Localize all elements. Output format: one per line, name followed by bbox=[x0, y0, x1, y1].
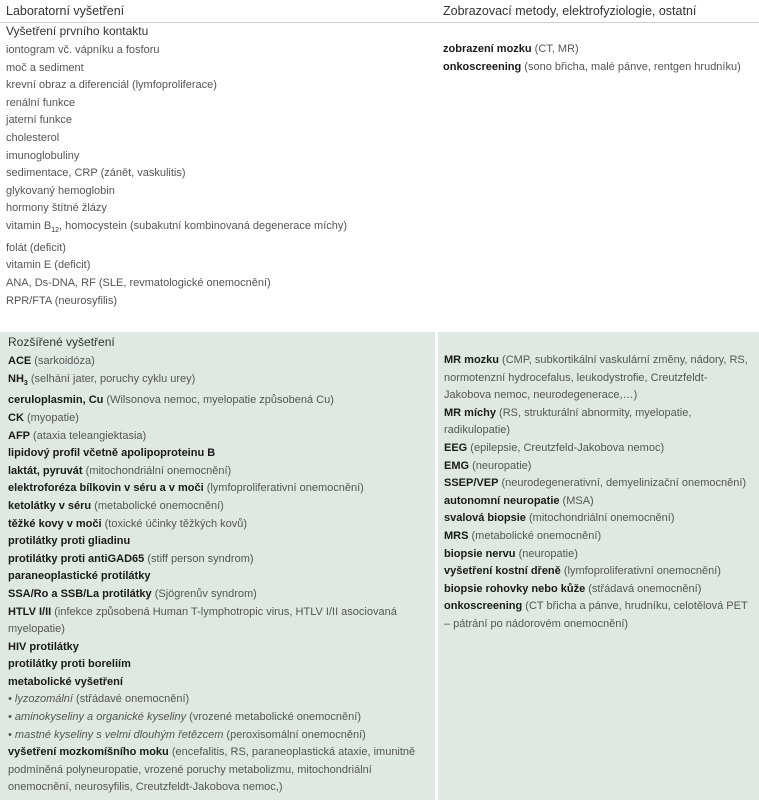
list-item bbox=[8, 727, 429, 745]
list-item bbox=[8, 516, 429, 534]
item-term: biopsie rohovky nebo kůže bbox=[444, 582, 586, 595]
item-note: (metabolické onemocnění) bbox=[91, 499, 224, 512]
item-term: EEG bbox=[444, 441, 468, 454]
item-term: ketolátky v séru bbox=[8, 499, 92, 512]
item-term: zobrazení mozku bbox=[443, 43, 532, 55]
list-item bbox=[6, 183, 426, 201]
item-text: RPR/FTA (neurosyfilis) bbox=[6, 294, 118, 307]
item-term: onkoscreening bbox=[443, 60, 522, 73]
item-note: (sono břicha, malé pánve, rentgen hrudníku) bbox=[521, 60, 741, 73]
item-term: autonomní neuropatie bbox=[444, 494, 560, 507]
item-subscript: 12 bbox=[51, 227, 60, 235]
list-item bbox=[6, 240, 426, 258]
list-item bbox=[444, 493, 751, 511]
item-term: ceruloplasmin, Cu bbox=[8, 394, 104, 407]
item-text: glykovaný hemoglobin bbox=[6, 184, 115, 197]
item-note: (lymfoproliferativní onemocnění) bbox=[560, 565, 721, 578]
list-item bbox=[8, 371, 429, 393]
first-contact-left-list bbox=[6, 42, 426, 310]
list-item bbox=[6, 218, 426, 240]
item-note: (střádavá onemocnění) bbox=[585, 582, 702, 595]
item-text: folát (deficit) bbox=[6, 241, 66, 254]
table-header bbox=[0, 0, 759, 23]
list-item bbox=[444, 440, 751, 458]
header-imaging: Zobrazovací metody, elektrofyziologie, ostatní bbox=[443, 4, 697, 18]
list-item bbox=[444, 352, 751, 405]
item-term: NH bbox=[8, 372, 24, 385]
item-text: hormony štítné žlázy bbox=[6, 202, 107, 215]
list-item bbox=[6, 42, 426, 60]
item-term: biopsie nervu bbox=[444, 547, 516, 560]
list-item bbox=[8, 568, 429, 586]
first-contact-title: Vyšetření prvního kontaktu bbox=[6, 24, 149, 38]
item-term: AFP bbox=[8, 429, 30, 442]
item-text: moč a sediment bbox=[6, 61, 84, 74]
item-note: (střádavé onemocnění) bbox=[73, 693, 190, 706]
item-term: SSA/Ro a SSB/La protilátky bbox=[8, 587, 152, 600]
list-item bbox=[8, 674, 429, 692]
list-item bbox=[443, 59, 743, 77]
item-text: krevní obraz a diferenciál (lymfoproliferace) bbox=[6, 79, 217, 92]
item-term: MRS bbox=[444, 529, 469, 542]
list-item bbox=[8, 691, 429, 709]
item-note: (neuropatie) bbox=[469, 459, 532, 472]
item-text: vitamin E (deficit) bbox=[6, 259, 91, 272]
list-item bbox=[8, 480, 429, 498]
item-text: cholesterol bbox=[6, 131, 60, 144]
list-item bbox=[8, 744, 429, 797]
item-text: jaterní funkce bbox=[6, 114, 73, 127]
first-contact-right bbox=[443, 41, 743, 76]
list-item bbox=[8, 410, 429, 428]
list-item bbox=[444, 405, 751, 440]
item-text: imunoglobuliny bbox=[6, 149, 80, 162]
list-item bbox=[6, 293, 426, 311]
item-term: protilátky proti boreliím bbox=[8, 658, 131, 671]
item-note: (peroxisomální onemocnění) bbox=[223, 728, 366, 741]
header-lab: Laboratorní vyšetření bbox=[6, 4, 125, 18]
list-item bbox=[6, 130, 426, 148]
list-item bbox=[8, 428, 429, 446]
list-item bbox=[444, 458, 751, 476]
item-term: HIV protilátky bbox=[8, 640, 79, 653]
list-item bbox=[444, 475, 751, 493]
list-item bbox=[8, 353, 429, 371]
list-item bbox=[8, 639, 429, 657]
item-term: paraneoplastické protilátky bbox=[8, 570, 151, 583]
item-text: sedimentace, CRP (zánět, vaskulitis) bbox=[6, 167, 186, 180]
extended-title: Rozšířené vyšetření bbox=[8, 335, 115, 349]
item-term: CK bbox=[8, 411, 24, 424]
item-subscript: 3 bbox=[23, 379, 28, 387]
list-item bbox=[6, 77, 426, 95]
item-note: (neuropatie) bbox=[515, 547, 578, 560]
item-note: (vrozené metabolické onemocnění) bbox=[186, 711, 361, 724]
item-note: (infekce způsobená Human T-lymphotropic virus, HTLV I/II asociovaná myelopatie) bbox=[8, 605, 397, 636]
list-item bbox=[444, 510, 751, 528]
list-item bbox=[8, 533, 429, 551]
item-note: (neurodegenerativní, demyelinizační onemocnění) bbox=[498, 477, 747, 490]
item-term: • mastné kyseliny s velmi dlouhým řetězcem bbox=[8, 728, 224, 741]
item-note: (metabolické onemocnění) bbox=[468, 529, 602, 542]
list-item bbox=[444, 546, 751, 564]
item-term: metabolické vyšetření bbox=[8, 675, 123, 688]
list-item bbox=[8, 445, 429, 463]
list-item bbox=[8, 604, 429, 639]
item-text: renální funkce bbox=[6, 96, 76, 109]
item-text: iontogram vč. vápníku a fosforu bbox=[6, 44, 160, 56]
item-note: (MSA) bbox=[559, 494, 594, 507]
item-term: EMG bbox=[444, 459, 470, 472]
list-item bbox=[444, 581, 751, 599]
list-item bbox=[8, 586, 429, 604]
item-term: vyšetření mozkomíšního moku bbox=[8, 746, 169, 759]
item-term: elektroforéza bílkovin v séru a v moči bbox=[8, 482, 204, 495]
item-text: vitamin B bbox=[6, 219, 52, 232]
item-note: (mitochondriální onemocnění) bbox=[82, 464, 232, 477]
extended-right-list bbox=[444, 352, 751, 634]
item-note: (Sjögrenův syndrom) bbox=[151, 587, 257, 600]
extended-right-panel bbox=[438, 332, 759, 800]
item-note: (epilepsie, Creutzfeld-Jakobova nemoc) bbox=[467, 441, 665, 454]
item-note: (sarkoidóza) bbox=[31, 355, 95, 367]
item-note: (CT břicha a pánve, hrudníku, celotělová PET – pátrání po nádorovém onemocnění) bbox=[444, 600, 748, 630]
item-text: ANA, Ds-DNA, RF (SLE, revmatologické onemocnění) bbox=[6, 276, 271, 289]
list-item bbox=[444, 563, 751, 581]
item-term: protilátky proti antiGAD65 bbox=[8, 552, 145, 565]
item-term: HTLV I/II bbox=[8, 605, 52, 618]
list-item bbox=[6, 95, 426, 113]
item-term: vyšetření kostní dřeně bbox=[444, 565, 561, 578]
item-note: (RS, strukturální abnormity, myelopatie, radikulopatie) bbox=[444, 406, 692, 437]
list-item bbox=[444, 598, 751, 633]
list-item bbox=[6, 165, 426, 183]
list-item bbox=[6, 275, 426, 293]
item-term: ACE bbox=[8, 355, 32, 367]
item-term: MR mozku bbox=[444, 354, 499, 366]
item-note: (mitochondriální onemocnění) bbox=[525, 512, 675, 525]
item-term: onkoscreening bbox=[444, 600, 523, 613]
item-note: (toxické účinky těžkých kovů) bbox=[101, 517, 248, 530]
item-term: SSEP/VEP bbox=[444, 477, 499, 490]
extended-left-panel bbox=[0, 332, 435, 800]
list-item bbox=[6, 60, 426, 78]
item-term: laktát, pyruvát bbox=[8, 464, 83, 477]
list-item bbox=[443, 41, 743, 59]
item-note: (Wilsonova nemoc, myelopatie způsobená Cu) bbox=[103, 394, 334, 407]
item-note: (encefalitis, RS, paraneoplastická ataxie, imunitně podmíněná polyneuropatie, vrozené poruchy metabolizmu, mitochondriální onemocnění, neurosyfilis, Creutzfeldt-Jakobova nemoc,) bbox=[8, 746, 416, 794]
list-item bbox=[6, 112, 426, 130]
item-note: (CT, MR) bbox=[531, 43, 579, 55]
list-item bbox=[6, 200, 426, 218]
list-item bbox=[6, 257, 426, 275]
list-item bbox=[8, 392, 429, 410]
item-term: protilátky proti gliadinu bbox=[8, 535, 131, 548]
first-contact-section bbox=[6, 23, 426, 310]
item-term: lipidový profil včetně apolipoproteinu B bbox=[8, 447, 216, 460]
item-term: svalová biopsie bbox=[444, 512, 526, 525]
item-note: (myopatie) bbox=[23, 411, 79, 424]
list-item bbox=[8, 656, 429, 674]
list-item bbox=[6, 148, 426, 166]
list-item bbox=[8, 498, 429, 516]
list-item bbox=[8, 463, 429, 481]
item-term: • aminokyseliny a organické kyseliny bbox=[8, 711, 187, 724]
item-note: (CMP, subkortikální vaskulární změny, nádory, RS, normotenzní hydrocefalus, leukodystrofie, Creutzfeldt-Jakobova nemoc, neurodegenerace,…) bbox=[444, 354, 748, 402]
item-text: , homocystein (subakutní kombinovaná degenerace míchy) bbox=[59, 219, 348, 232]
first-contact-right-list bbox=[443, 41, 743, 76]
item-term: těžké kovy v moči bbox=[8, 517, 102, 530]
item-note: (selhání jater, poruchy cyklu urey) bbox=[27, 372, 196, 385]
extended-left-list bbox=[8, 353, 429, 797]
item-note: (ataxia teleangiektasia) bbox=[30, 429, 147, 442]
item-note: (lymfoproliferativní onemocnění) bbox=[203, 482, 364, 495]
list-item bbox=[8, 551, 429, 569]
item-term: MR míchy bbox=[444, 406, 496, 419]
item-term: • lyzozomální bbox=[8, 693, 73, 706]
list-item bbox=[444, 528, 751, 546]
list-item bbox=[8, 709, 429, 727]
item-note: (stiff person syndrom) bbox=[144, 552, 254, 565]
